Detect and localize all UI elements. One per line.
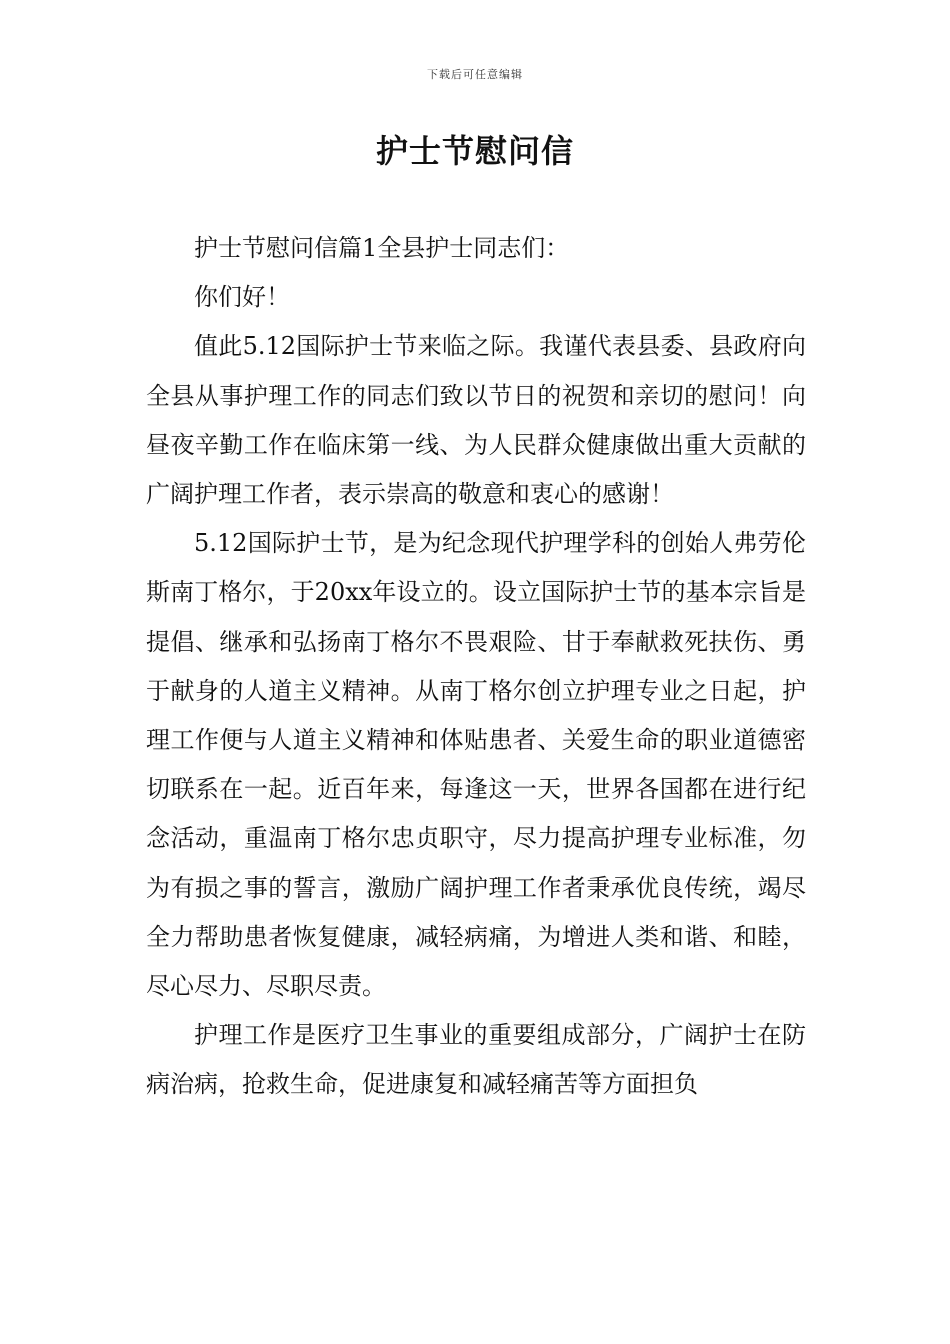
- paragraph: 护理工作是医疗卫生事业的重要组成部分，广阔护士在防病治病，抢救生命，促进康复和减轻痛苦等方面担负: [146, 1021, 806, 1099]
- paragraph: 值此5.12国际护士节来临之际。我谨代表县委、县政府向全县从事护理工作的同志们致以节日的祝贺和亲切的慰问！向昼夜辛勤工作在临床第一线、为人民群众健康做出重大贡献的广阔护理工作者，表示崇高的敬意和衷心的感谢！: [146, 332, 806, 509]
- letter-body: [146, 224, 806, 1110]
- paragraph-greeting: 你们好！: [194, 283, 290, 312]
- paragraph-salutation: 护士节慰问信篇1全县护士同志们：: [194, 234, 570, 262]
- header-note: 下载后可任意编辑: [427, 68, 523, 81]
- document-title: 护士节慰问信: [375, 132, 574, 170]
- paragraph: 5.12国际护士节，是为纪念现代护理学科的创始人弗劳伦斯南丁格尔，于20xx年设立的。设立国际护士节的基本宗旨是提倡、继承和弘扬南丁格尔不畏艰险、甘于奉献救死扶伤、勇于献身的人道主义精神。从南丁格尔创立护理专业之日起，护理工作便与人道主义精神和体贴患者、关爱生命的职业道德密切联系在一起。近百年来，每逢这一天，世界各国都在进行纪念活动，重温南丁格尔忠贞职守，尽力提高护理专业标准，勿为有损之事的誓言，激励广阔护理工作者秉承优良传统，竭尽全力帮助患者恢复健康，减轻病痛，为增进人类和谐、和睦，尽心尽力、尽职尽责。: [146, 529, 806, 1001]
